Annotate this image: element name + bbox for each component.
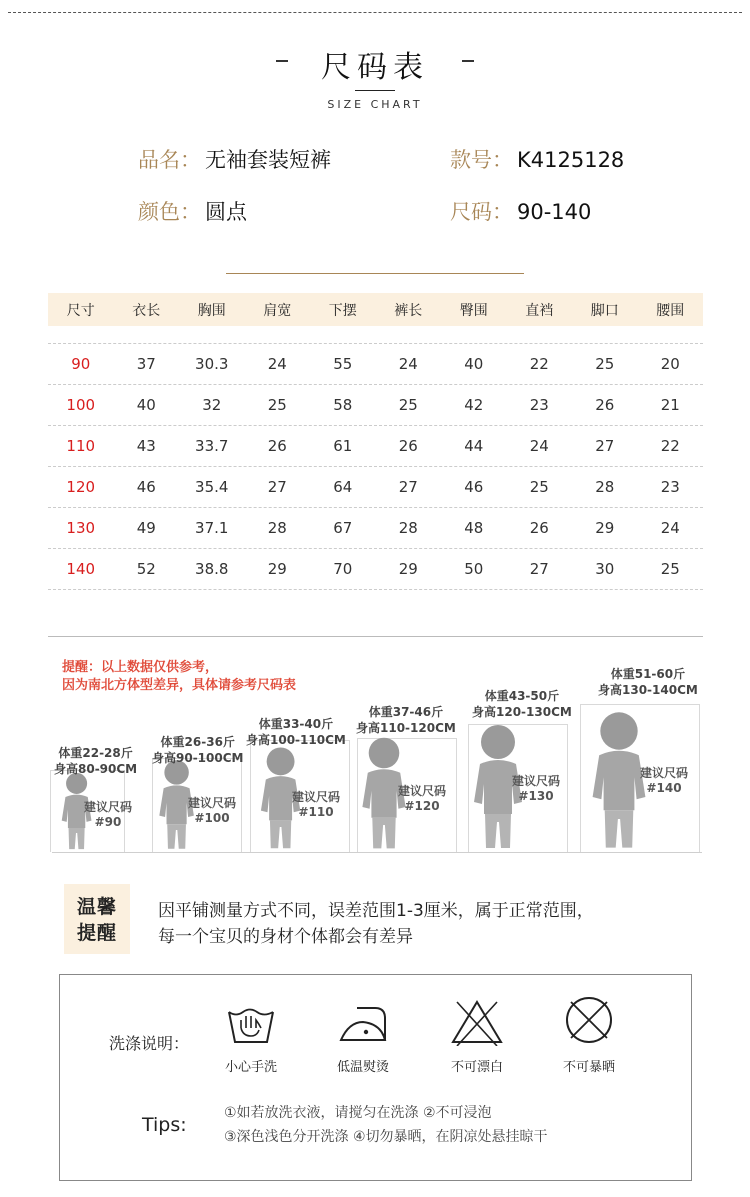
product-model-value: K4125128 <box>517 148 625 172</box>
figure-weight-height <box>152 734 243 766</box>
header-cell: 尺寸 <box>66 302 95 319</box>
figure-height: 身高130-140CM <box>598 683 698 697</box>
header-cell: 胸围 <box>197 302 226 319</box>
figure-weight: 体重22-28斤 <box>58 746 133 760</box>
title-left-dash <box>276 60 288 62</box>
reminder-line-2: 因为南北方体型差异，具体请参考尺码表 <box>62 678 297 693</box>
care-label: 不可漂白 <box>450 1060 503 1075</box>
table-header <box>48 293 703 326</box>
figure-height: 身高100-110CM <box>246 733 346 747</box>
measure-cell: 35.4 <box>195 478 229 496</box>
page-subtitle: SIZE CHART <box>327 98 423 111</box>
notice-tag-line-2: 提醒 <box>76 922 117 944</box>
info-divider <box>226 273 524 274</box>
figure-size: #140 <box>646 781 682 795</box>
header-cell: 裤长 <box>394 302 423 319</box>
measure-cell: 28 <box>595 478 615 496</box>
page-title: 尺码表 <box>321 50 429 85</box>
figure-weight-height <box>356 704 456 736</box>
measure-cell: 55 <box>333 355 353 373</box>
product-model-label: 款号： <box>450 148 513 172</box>
measure-cell: 58 <box>333 396 353 414</box>
measure-cell: 44 <box>464 437 484 455</box>
figure-weight: 体重51-60斤 <box>610 667 686 681</box>
figure-height: 身高90-100CM <box>152 751 244 765</box>
figure-height: 身高110-120CM <box>356 721 456 735</box>
measure-cell: 28 <box>398 519 418 537</box>
measure-cell: 27 <box>529 560 549 578</box>
figure-size: #130 <box>518 789 554 803</box>
measure-cell: 22 <box>529 355 549 373</box>
figure-weight: 体重33-40斤 <box>258 717 334 731</box>
product-name-value: 无袖套装短裤 <box>205 148 331 172</box>
measure-cell: 26 <box>398 437 418 455</box>
tips-label: Tips: <box>142 1114 187 1136</box>
care-label: 低温熨烫 <box>336 1060 389 1075</box>
measure-cell: 52 <box>136 560 156 578</box>
measure-cell: 25 <box>529 478 549 496</box>
measure-cell: 27 <box>398 478 418 496</box>
product-name-label: 品名： <box>138 148 201 172</box>
size-table <box>48 293 703 590</box>
figure-weight-height <box>598 666 698 698</box>
header-cell: 腰围 <box>656 302 685 319</box>
measure-cell: 61 <box>333 437 353 455</box>
measure-cell: 30.3 <box>195 355 229 373</box>
figure-size: #110 <box>298 805 334 819</box>
care-title: 洗涤说明： <box>109 1034 190 1053</box>
size-cell: 130 <box>66 519 96 537</box>
figure-suggest-label: 建议尺码 <box>640 766 689 780</box>
figure-size: #90 <box>94 815 122 829</box>
measure-cell: 43 <box>136 437 156 455</box>
measure-cell: 28 <box>267 519 287 537</box>
measure-cell: 24 <box>398 355 418 373</box>
header-cell: 肩宽 <box>263 302 292 319</box>
product-size-label: 尺码： <box>450 200 513 224</box>
measure-cell: 23 <box>529 396 549 414</box>
measure-cell: 49 <box>136 519 156 537</box>
measure-cell: 70 <box>333 560 353 578</box>
figure-size: #100 <box>194 811 230 825</box>
measure-cell: 37.1 <box>195 519 229 537</box>
measure-cell: 50 <box>464 560 484 578</box>
figure-suggest-label: 建议尺码 <box>398 784 447 798</box>
measure-cell: 40 <box>464 355 484 373</box>
header-cell: 直裆 <box>525 302 554 319</box>
notice-text-line-1: 因平铺测量方式不同，误差范围1-3厘米，属于正常范围， <box>158 901 594 921</box>
care-item-no-sun-dry <box>539 994 639 1075</box>
measure-cell: 33.7 <box>195 437 229 455</box>
notice-tag <box>64 884 130 954</box>
table-body <box>48 344 703 590</box>
size-cell: 90 <box>71 355 91 373</box>
measure-cell: 25 <box>660 560 680 578</box>
measure-cell: 26 <box>595 396 615 414</box>
measure-cell: 48 <box>464 519 484 537</box>
product-color-label: 颜色： <box>138 200 201 224</box>
size-cell: 100 <box>66 396 96 414</box>
figure-height: 身高80-90CM <box>54 762 138 776</box>
measure-cell: 46 <box>136 478 156 496</box>
size-cell: 140 <box>66 560 96 578</box>
table-row <box>48 508 703 549</box>
measure-cell: 32 <box>202 396 222 414</box>
measure-cell: 64 <box>333 478 353 496</box>
measure-cell: 29 <box>267 560 287 578</box>
figure-suggested-size <box>84 800 132 830</box>
figure-weight: 体重43-50斤 <box>484 689 560 703</box>
measure-cell: 24 <box>660 519 680 537</box>
care-item-hand-wash <box>201 998 301 1075</box>
measure-cell: 24 <box>529 437 549 455</box>
figure-suggest-label: 建议尺码 <box>512 774 561 788</box>
measure-cell: 27 <box>267 478 287 496</box>
measure-cell: 29 <box>398 560 418 578</box>
low-temp-iron-icon <box>333 1031 393 1050</box>
header-cell: 臀围 <box>459 302 488 319</box>
table-row <box>48 426 703 467</box>
figure-size: #120 <box>404 799 440 813</box>
product-name-row <box>138 144 331 174</box>
figure-suggested-size <box>292 790 340 820</box>
title-underline <box>355 90 395 91</box>
care-item-no-bleach <box>427 998 527 1075</box>
no-bleach-icon <box>449 1031 505 1050</box>
measure-cell: 25 <box>267 396 287 414</box>
measure-cell: 26 <box>529 519 549 537</box>
hand-wash-icon <box>223 1031 279 1050</box>
figure-suggested-size <box>398 784 446 814</box>
measure-cell: 21 <box>660 396 680 414</box>
figure-weight-height <box>472 688 572 720</box>
measure-cell: 24 <box>267 355 287 373</box>
size-cell: 110 <box>66 437 96 455</box>
figure-weight-height <box>246 716 346 748</box>
measure-cell: 22 <box>660 437 680 455</box>
product-color-row <box>138 196 247 226</box>
measure-cell: 26 <box>267 437 287 455</box>
figure-suggest-label: 建议尺码 <box>292 790 341 804</box>
figure-weight-height <box>54 745 137 777</box>
top-dashed-divider <box>8 12 742 13</box>
table-row <box>48 385 703 426</box>
table-spacer <box>48 326 703 344</box>
table-row <box>48 549 703 590</box>
measure-cell: 38.8 <box>195 560 229 578</box>
product-color-value: 圆点 <box>205 200 247 224</box>
title-right-dash <box>462 60 474 62</box>
table-row <box>48 344 703 385</box>
figures-baseline <box>52 852 702 853</box>
care-item-low-temp-iron <box>313 998 413 1075</box>
header-cell: 衣长 <box>132 302 161 319</box>
measure-cell: 37 <box>136 355 156 373</box>
figure-weight: 体重26-36斤 <box>160 735 235 749</box>
measure-cell: 40 <box>136 396 156 414</box>
table-row <box>48 467 703 508</box>
product-size-value: 90-140 <box>517 200 592 224</box>
care-label: 不可暴晒 <box>562 1060 615 1075</box>
size-chart-title <box>0 42 750 86</box>
figure-height: 身高120-130CM <box>472 705 572 719</box>
measure-cell: 25 <box>595 355 615 373</box>
tips-line-2: ③深色浅色分开洗涤 ④切勿暴晒，在阴凉处悬挂晾干 <box>224 1129 548 1145</box>
measure-cell: 27 <box>595 437 615 455</box>
notice-tag-line-1: 温馨 <box>76 896 117 918</box>
size-cell: 120 <box>66 478 96 496</box>
no-sun-dry-icon <box>563 1031 615 1050</box>
measure-cell: 30 <box>595 560 615 578</box>
measure-cell: 67 <box>333 519 353 537</box>
figure-suggested-size <box>188 796 236 826</box>
measure-cell: 25 <box>398 396 418 414</box>
care-label: 小心手洗 <box>224 1060 277 1075</box>
product-model-row <box>450 144 624 174</box>
header-cell: 下摆 <box>328 302 357 319</box>
figure-suggested-size <box>512 774 560 804</box>
figure-suggest-label: 建议尺码 <box>188 796 237 810</box>
measure-cell: 20 <box>660 355 680 373</box>
measure-cell: 42 <box>464 396 484 414</box>
figure-suggested-size <box>640 766 688 796</box>
notice-text-line-2: 每一个宝贝的身材个体都会有差异 <box>158 927 413 947</box>
measure-cell: 46 <box>464 478 484 496</box>
tips-line-1: ①如若放洗衣液，请搅匀在洗涤 ②不可浸泡 <box>224 1105 492 1121</box>
figure-suggest-label: 建议尺码 <box>84 800 133 814</box>
reminder-line-1: 提醒：以上数据仅供参考， <box>62 660 219 675</box>
measure-cell: 23 <box>660 478 680 496</box>
measure-cell: 29 <box>595 519 615 537</box>
notice-text <box>158 898 594 950</box>
product-size-row <box>450 196 591 226</box>
header-cell: 脚口 <box>590 302 619 319</box>
figure-weight: 体重37-46斤 <box>368 705 444 719</box>
section-divider <box>48 636 703 637</box>
